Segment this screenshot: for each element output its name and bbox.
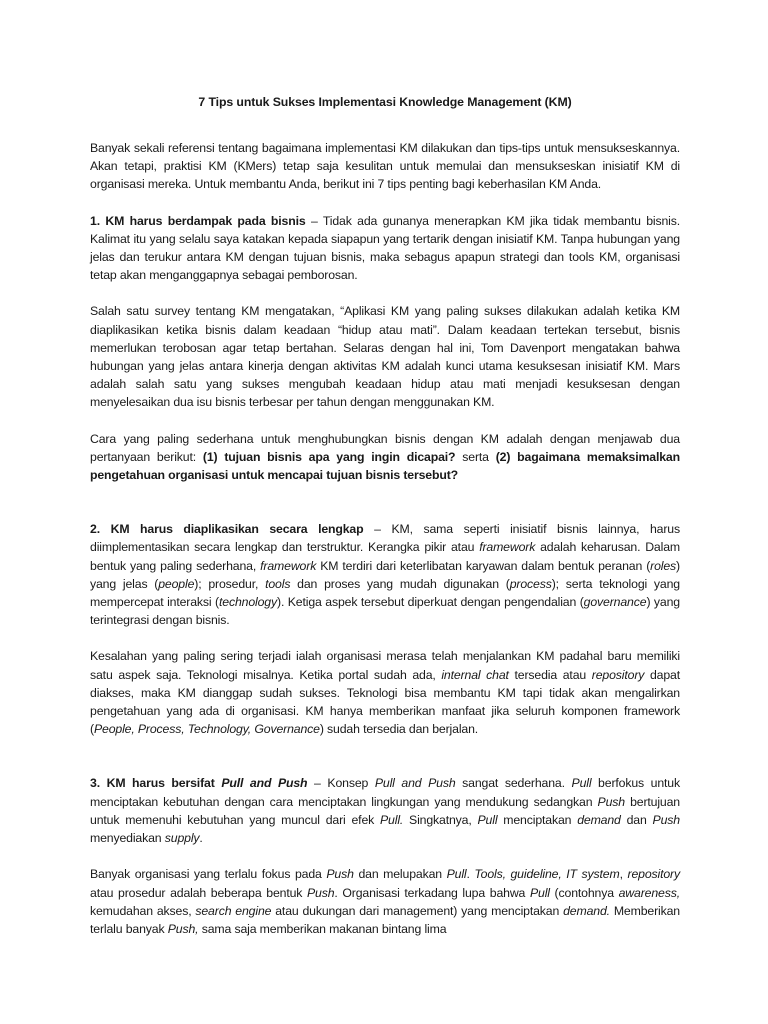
tip3-p2-text-k: . Organisasi terkadang lupa bahwa — [334, 885, 530, 900]
tip2-p2-text-c: tersedia atau — [508, 667, 592, 682]
tip1-p3-text-a: Cara yang paling sederhana untuk menghubungkan bisnis dengan KM adalah dengan menjawab dua pertanyaan berikut: — [90, 431, 680, 464]
tip3-p2-term-tools: Tools, guideline, IT system — [474, 867, 620, 882]
tip1-paragraph-2: Salah satu survey tentang KM mengatakan, “Aplikasi KM yang paling sukses dilakukan adalah ketika KM diaplikasikan ketika bisnis dalam keadaan “hidup atau mati”. Dalam keadaan tertekan tersebut, bisnis memerlukan terobosan agar tetap bertahan. Selaras dengan hal ini, Tom Davenport mengatakan bahwa hubungan yang jelas antara kinerja dengan aktivitas KM adalah kunci utama kesuksesan inisiatif KM. Mars adalah salah satu yang sukses mengubah keadaan hidup atau mati menjadi kesuksesan dengan menyelesaikan dua isu bisnis terbesar per tahun dengan menggunakan KM. — [90, 304, 680, 410]
tip3-p2-text-a: Banyak organisasi yang terlalu fokus pada — [90, 867, 327, 882]
tip2-term-roles: roles — [650, 558, 677, 573]
tip2-term-technology: technology — [219, 595, 277, 610]
tip2-paragraph-2 — [90, 647, 680, 738]
tip2-text-o: ). Ketiga aspek tersebut diperkuat dengan pengendalian ( — [277, 595, 584, 610]
tip1-question-1: (1) tujuan bisnis apa yang ingin dicapai? — [202, 449, 456, 464]
tip2-text-k: dan proses yang mudah digunakan ( — [290, 576, 510, 591]
tip2-term-framework-components: People, Process, Technology, Governance — [93, 722, 320, 737]
tip3-text-i: Singkatnya, — [403, 812, 478, 827]
tip2-term-governance: governance — [583, 595, 647, 610]
tip3-p2-term-push-2: Push — [306, 885, 335, 900]
tip2-p2-text-a: Kesalahan yang paling sering terjadi ialah organisasi merasa telah menjalankan KM padahal baru memiliki satu aspek saja. Teknologi misalnya. Ketika portal sudah ada, — [90, 649, 680, 682]
tip2-term-tools: tools — [265, 576, 291, 591]
tip3-heading — [90, 776, 307, 790]
tip3-text-k: menciptakan — [497, 812, 578, 827]
tip2-text-e: KM terdiri dari keterlibatan karyawan dalam bentuk peranan ( — [316, 558, 651, 573]
tip3-p2-term-pull-2: Pull — [529, 885, 550, 900]
tip2-text-m: ); serta teknologi yang mempercepat interaksi ( — [90, 576, 680, 610]
intro-paragraph: Banyak sekali referensi tentang bagaimana implementasi KM dilakukan dan tips-tips untuk mensukseskannya. Akan tetapi, praktisi KM (KMers) tetap saja kesulitan untuk memulai dan mensukseskan inisiatif KM di organisasi mereka. Untuk membantu Anda, berikut ini 7 tips penting bagi keberhasilan KM Anda. — [90, 141, 680, 192]
document-title: 7 Tips untuk Sukses Implementasi Knowledge Management (KM) — [198, 95, 572, 109]
tip3-p2-text-e: . — [466, 867, 475, 882]
tip1-question-2: (2) bagaimana memaksimalkan pengetahuan organisasi untuk mencapai tujuan bisnis tersebut? — [90, 449, 680, 483]
tip3-text-m: dan — [620, 812, 653, 827]
tip3-text-e: berfokus untuk menciptakan kebutuhan dengan cara menciptakan lingkungan yang mendukung sedangkan — [90, 776, 680, 809]
tip3-p2-term-push-3: Push, — [167, 921, 199, 936]
tip1-paragraph-1 — [90, 212, 680, 285]
tip3-term-pull-and-push: Pull and Push — [374, 776, 456, 791]
tip3-text-c: sangat sederhana. — [455, 776, 572, 791]
tip3-term-pull-2: Pull. — [380, 812, 404, 827]
tip2-term-framework: framework — [479, 540, 536, 555]
tip3-text-o: menyediakan — [90, 831, 165, 846]
tip1-heading: 1. KM harus berdampak pada bisnis — [90, 213, 306, 228]
tip3-p2-text-g: , — [619, 867, 628, 882]
tip2-text-i: ); prosedur, — [194, 576, 266, 591]
tip3-text-a: – Konsep — [307, 776, 375, 791]
tip1-text: – Tidak ada gunanya menerapkan KM jika tidak membantu bisnis. Kalimat itu yang selalu saya katakan kepada siapapun yang tertarik dengan inisiatif KM. Tanpa hubungan yang jelas dan terukur antara KM dengan tujuan bisnis, maka sebagus apapun strategi dan tools KM, organisasi tetap akan menganggapnya sebagai pemborosan. — [90, 213, 681, 283]
tip2-term-framework-2: framework — [260, 558, 317, 573]
tip3-paragraph-2 — [90, 865, 680, 938]
tip2-text-a: – KM, sama seperti inisiatif bisnis lainnya, harus diimplementasikan secara lengkap dan terstruktur. Kerangka pikir atau — [90, 522, 680, 555]
tip3-p2-term-push: Push — [326, 867, 354, 882]
tip1-p3-text-c: serta — [455, 449, 496, 464]
tip3-p2-text-m: (contohnya — [549, 885, 619, 900]
tip2-term-repository: repository — [591, 667, 645, 682]
tip3-text-q: . — [199, 831, 203, 846]
tip2-term-internal-chat: internal chat — [441, 667, 509, 682]
tip3-term-pull-3: Pull — [477, 812, 498, 827]
tip2-p2-text-e: dapat diakses, maka KM dianggap sudah sukses. Teknologi bisa membantu KM tapi tidak akan mengalirkan pengetahuan yang ada di organisasi. KM hanya memberikan manfaat jika seluruh komponen framework ( — [90, 667, 680, 737]
tip3-p2-text-q: atau dukungan dari management) yang menciptakan — [271, 903, 564, 918]
tip3-term-demand: demand — [577, 812, 621, 827]
tip3-heading-term: Pull and Push — [221, 776, 308, 791]
tip2-heading: 2. KM harus diaplikasikan secara lengkap — [90, 522, 364, 537]
tip2-term-people: people — [158, 576, 195, 591]
tip3-p2-term-awareness: awareness, — [618, 885, 680, 900]
tip3-p2-text-u: sama saja memberikan makanan bintang lima — [198, 921, 447, 936]
tip2-p2-text-g: ) sudah tersedia dan berjalan. — [319, 722, 479, 737]
tip3-p2-text-c: dan melupakan — [353, 867, 447, 882]
tip3-p2-term-pull: Pull — [446, 867, 467, 882]
tip3-term-supply: supply — [164, 831, 200, 846]
tip3-p2-term-search-engine: search engine — [195, 903, 272, 918]
tip3-p2-text-o: kemudahan akses, — [90, 903, 196, 918]
tip3-text-g: bertujuan untuk memenuhi kebutuhan yang muncul dari efek — [90, 794, 680, 827]
tip3-term-push: Push — [597, 794, 625, 809]
tip2-term-process: process — [509, 576, 552, 591]
tip3-paragraph-1 — [90, 774, 680, 847]
tip1-paragraph-3 — [90, 430, 680, 485]
tip2-paragraph-1 — [90, 520, 680, 629]
tip2-text-c: adalah keharusan. Dalam bentuk yang paling sederhana, — [90, 540, 680, 573]
tip3-p2-text-s: Memberikan terlalu banyak — [90, 903, 680, 936]
tip2-text-q: ) yang terintegrasi dengan bisnis. — [90, 595, 680, 628]
tip3-p2-text-i: atau prosedur adalah beberapa bentuk — [90, 885, 307, 900]
tip3-p2-term-demand: demand. — [563, 903, 610, 918]
tip2-text-g: ) yang jelas ( — [90, 558, 680, 591]
tip3-term-pull: Pull — [571, 776, 592, 791]
tip3-p2-term-repository: repository — [627, 867, 680, 882]
tip3-heading-text: 3. KM harus bersifat — [90, 776, 222, 791]
tip3-term-push-2: Push — [652, 812, 680, 827]
